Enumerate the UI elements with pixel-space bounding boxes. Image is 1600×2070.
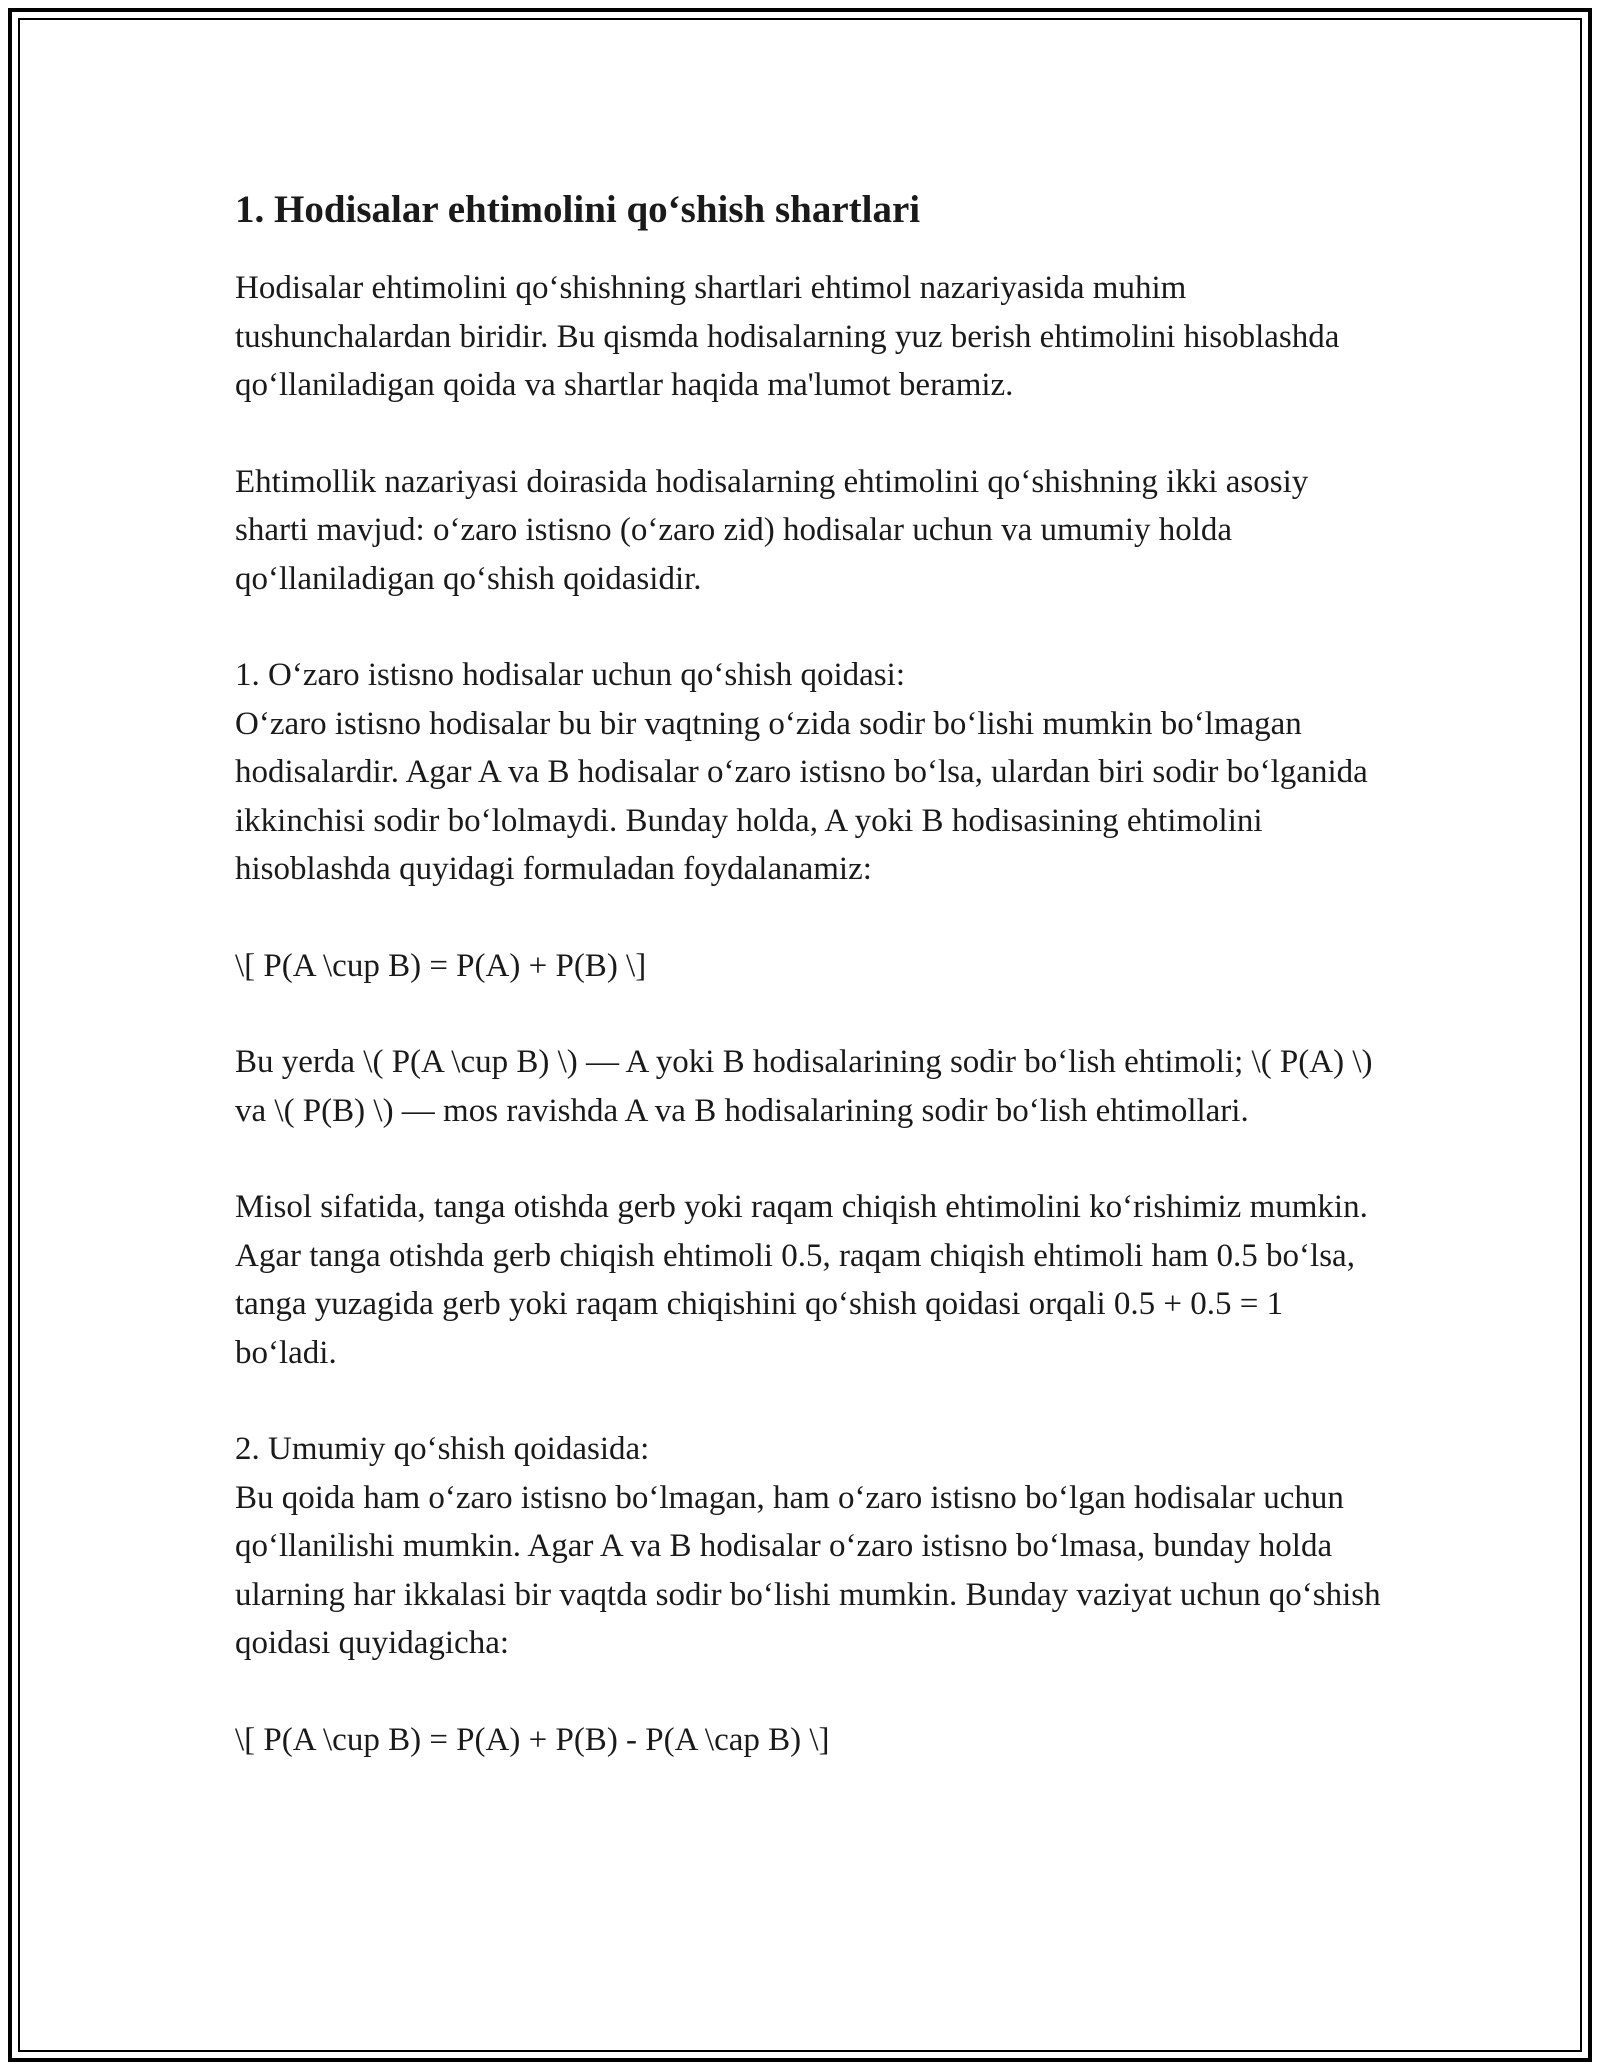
formula-explanation-paragraph bbox=[235, 1038, 1385, 1135]
formula-explanation-text: Bu yerda \( P(A \cup B) \) — A yoki B hodisalarining sodir bo‘lish ehtimoli; \( P(A) \) va \( P(B) \) — mos ravishda A va B hodisalarining sodir bo‘lish ehtimollari. bbox=[235, 1044, 1373, 1129]
rule-one-text: O‘zaro istisno hodisalar bu bir vaqtning o‘zida sodir bo‘lishi mumkin bo‘lmagan hodisalardir. Agar A va B hodisalar o‘zaro istisno bo‘lsa, ulardan biri sodir bo‘lganida ikkinchisi sodir bo‘lolmaydi. Bunday holda, A yoki B hodisasining ehtimolini hisoblashda quyidagi formuladan foydalanamiz: bbox=[235, 705, 1368, 887]
conditions-paragraph bbox=[235, 458, 1385, 604]
rule-one-heading: 1. O‘zaro istisno hodisalar uchun qo‘shish qoidasi: bbox=[235, 657, 905, 693]
rule-two-heading: 2. Umumiy qo‘shish qoidasida: bbox=[235, 1431, 650, 1467]
conditions-text: Ehtimollik nazariyasi doirasida hodisalarning ehtimolini qo‘shishning ikki asosiy sharti mavjud: o‘zaro istisno (o‘zaro zid) hodisalar uchun va umumiy holda qo‘llaniladigan qo‘shish qoidasidir. bbox=[235, 463, 1309, 597]
formula-two-text: \[ P(A \cup B) = P(A) + P(B) - P(A \cap B) \] bbox=[235, 1721, 830, 1758]
document-body bbox=[235, 186, 1385, 1812]
formula-two bbox=[235, 1716, 1385, 1765]
intro-paragraph bbox=[235, 264, 1385, 410]
rule-one-paragraph bbox=[235, 651, 1385, 894]
example-paragraph bbox=[235, 1183, 1385, 1377]
formula-one-text: \[ P(A \cup B) = P(A) + P(B) \] bbox=[235, 947, 647, 984]
section-title: 1. Hodisalar ehtimolini qo‘shish shartlari bbox=[235, 188, 921, 231]
rule-two-text: Bu qoida ham o‘zaro istisno bo‘lmagan, ham o‘zaro istisno bo‘lgan hodisalar uchun qo‘llanilishi mumkin. Agar A va B hodisalar o‘zaro istisno bo‘lmasa, bunday holda ularning har ikkalasi bir vaqtda sodir bo‘lishi mumkin. Bunday vaziyat uchun qo‘shish qoidasi quyidagicha: bbox=[235, 1479, 1381, 1661]
intro-text: Hodisalar ehtimolini qo‘shishning shartlari ehtimol nazariyasida muhim tushunchalardan biridir. Bu qismda hodisalarning yuz berish ehtimolini hisoblashda qo‘llaniladigan qoida va shartlar haqida ma'lumot beramiz. bbox=[235, 270, 1340, 403]
rule-two-paragraph bbox=[235, 1425, 1385, 1668]
formula-one bbox=[235, 942, 1385, 991]
example-text: Misol sifatida, tanga otishda gerb yoki raqam chiqish ehtimolini ko‘rishimiz mumkin. Agar tanga otishda gerb chiqish ehtimoli 0.5, raqam chiqish ehtimoli ham 0.5 bo‘lsa, tanga yuzagida gerb yoki raqam chiqishini qo‘shish qoidasi orqali 0.5 + 0.5 = 1 bo‘ladi. bbox=[235, 1189, 1368, 1371]
